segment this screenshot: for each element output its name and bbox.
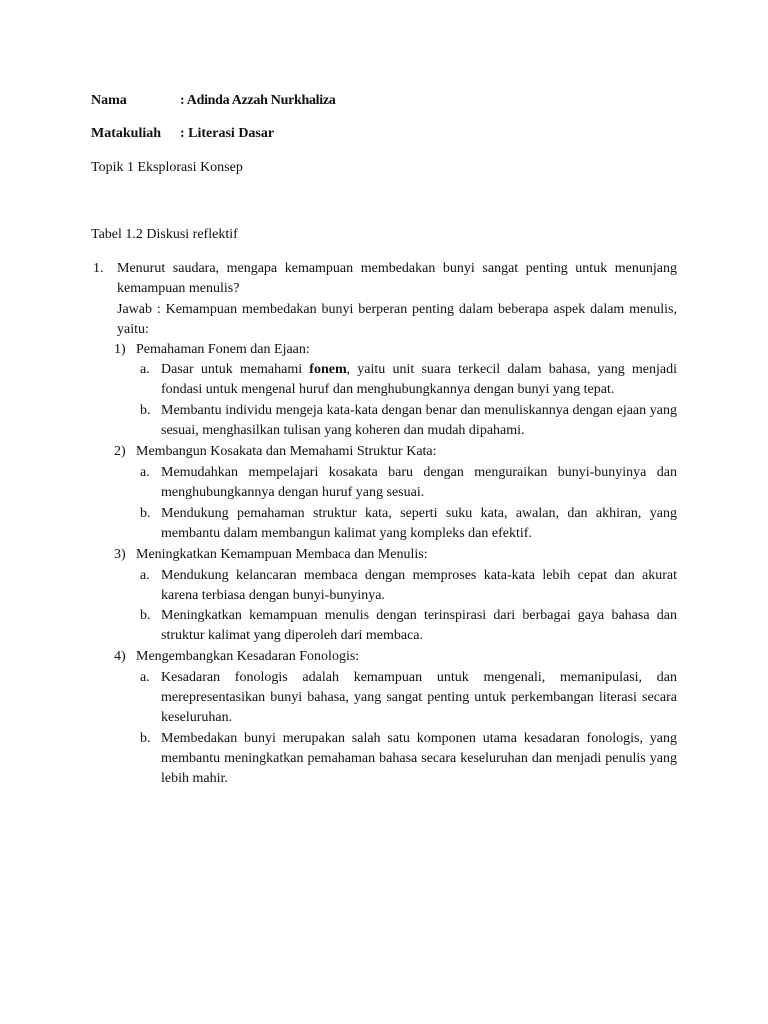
sub-item-text-pre: Dasar untuk memahami [161, 362, 310, 377]
matakuliah-label: Matakuliah [91, 126, 162, 141]
sub-letter: b. [140, 731, 151, 746]
nama-value: : Adinda Azzah Nurkhaliza [180, 93, 336, 108]
matakuliah-value: : Literasi Dasar [180, 126, 275, 141]
answer-text: Jawab : Kemampuan membedakan bunyi berperan penting dalam beberapa aspek dalam menulis, yaitu: [117, 302, 677, 337]
point-number: 2) [114, 444, 126, 459]
sub-letter: b. [140, 506, 151, 521]
sub-letter: a. [140, 670, 150, 685]
sub-item-text: Kesadaran fonologis adalah kemampuan untuk mengenali, memanipulasi, dan merepresentasikan bunyi bahasa, yang sangat penting untuk perkembangan literasi secara keseluruhan. [161, 670, 677, 725]
sub-letter: a. [140, 568, 150, 583]
nama-label: Nama [91, 93, 127, 108]
point-title: Membangun Kosakata dan Memahami Struktur Kata: [136, 444, 437, 459]
point-number: 3) [114, 547, 126, 562]
sub-letter: a. [140, 362, 150, 377]
table-title: Tabel 1.2 Diskusi reflektif [91, 227, 238, 242]
question-number: 1. [93, 261, 104, 276]
point-number: 4) [114, 649, 126, 664]
point-number: 1) [114, 342, 126, 357]
sub-letter: b. [140, 608, 151, 623]
point-title: Mengembangkan Kesadaran Fonologis: [136, 649, 360, 664]
sub-item-text-post: , yaitu unit suara terkecil dalam bahasa, yang menjadi fondasi untuk mengenal huruf dan menghubungkannya dengan bunyi yang tepat. [161, 362, 677, 397]
sub-letter: b. [140, 403, 151, 418]
fonem-term: fonem [309, 362, 347, 377]
sub-item-text: Mendukung kelancaran membaca dengan memproses kata-kata lebih cepat dan akurat karena terbiasa dengan bunyi-bunyinya. [161, 568, 677, 603]
sub-item-text: Membedakan bunyi merupakan salah satu komponen utama kesadaran fonologis, yang membantu meningkatkan pemahaman bahasa secara keseluruhan dan menjadi penulis yang lebih mahir. [161, 731, 677, 786]
sub-item-text: Meningkatkan kemampuan menulis dengan terinspirasi dari berbagai gaya bahasa dan struktur kalimat yang diperoleh dari membaca. [161, 608, 677, 643]
sub-item-text: Mendukung pemahaman struktur kata, seperti suku kata, awalan, dan akhiran, yang membantu dalam membangun kalimat yang kompleks dan efektif. [161, 506, 677, 541]
sub-item-text: Memudahkan mempelajari kosakata baru dengan menguraikan bunyi-bunyinya dan menghubungkannya dengan huruf yang sesuai. [161, 465, 677, 500]
sub-item-text: Membantu individu mengeja kata-kata dengan benar dan menuliskannya dengan ejaan yang sesuai, menghasilkan tulisan yang koheren dan mudah dipahami. [161, 403, 677, 438]
sub-item-text [161, 360, 677, 400]
question-text: Menurut saudara, mengapa kemampuan membedakan bunyi sangat penting untuk menunjang kemampuan menulis? [117, 261, 677, 296]
sub-letter: a. [140, 465, 150, 480]
topic-line: Topik 1 Eksplorasi Konsep [91, 160, 243, 175]
point-title: Meningkatkan Kemampuan Membaca dan Menulis: [136, 547, 428, 562]
point-title: Pemahaman Fonem dan Ejaan: [136, 342, 310, 357]
